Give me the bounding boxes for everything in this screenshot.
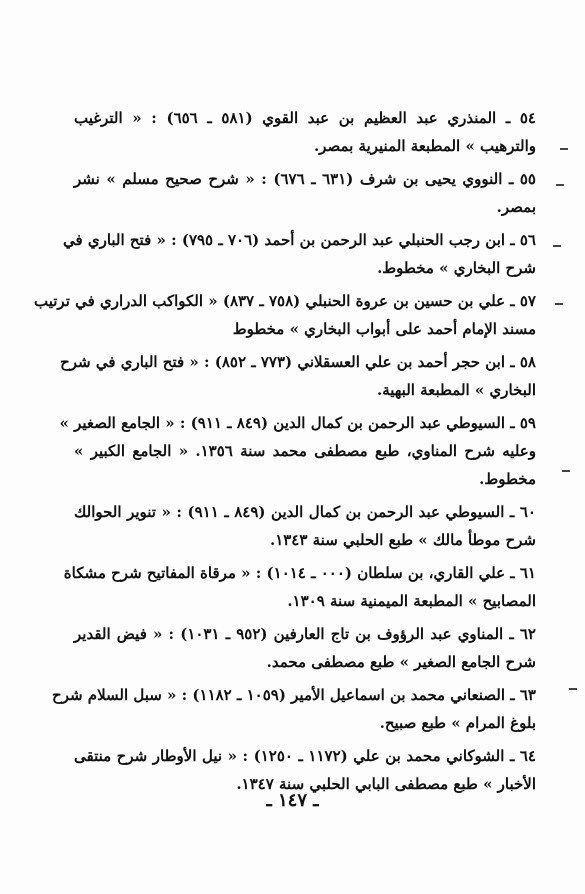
entry-line: ٥٤ ـ المنذري عبد العظيم بن عبد القوي (٥٨١ ـ ٦٥٦) : « الترغيب — [74, 109, 536, 127]
list-item — [59, 409, 536, 493]
entry-line: بلوغ المرام » طبع صبيح. — [379, 714, 536, 732]
list-item — [33, 287, 536, 343]
margin-mark — [556, 184, 564, 186]
margin-mark — [560, 148, 568, 150]
list-item — [74, 104, 536, 160]
margin-mark — [555, 303, 563, 305]
list-item — [74, 498, 536, 554]
entry-line: ٥٦ ـ ابن رجب الحنبلي عبد الرحمن بن أحمد (٧٠٦ ـ ٧٩٥) : « فتح الباري في — [62, 231, 536, 249]
list-item — [62, 226, 536, 282]
list-item — [60, 348, 536, 404]
entry-line: ٥٥ ـ النووي يحيى بن شرف (٦٣١ ـ ٦٧٦) : « شرح صحيح مسلم » نشر — [74, 170, 536, 188]
list-item — [74, 165, 536, 221]
entry-line: ٦٢ ـ المناوي عبد الرؤوف بن تاج العارفين (٩٥٢ ـ ١٠٣١) : « فيض القدير — [74, 625, 536, 643]
margin-mark — [553, 245, 561, 247]
entry-line: والترهيب » المطبعة المنيرية بمصر. — [313, 137, 536, 155]
entry-line: ٦٤ ـ الشوكاني محمد بن علي (١١٧٢ ـ ١٢٥٠) : « نيل الأوطار شرح منتقى — [74, 747, 536, 765]
entry-line: شرح موطأ مالك » طبع الحلبي سنة ١٣٤٣. — [269, 531, 536, 549]
entry-line: بمصر. — [496, 198, 536, 216]
entry-line: ٦٠ ـ السيوطي عبد الرحمن بن كمال الدين (٨٤٩ ـ ٩١١) : « تنوير الحوالك — [74, 503, 536, 521]
entry-line: ٦١ ـ علي القاري، بن سلطان (٠٠٠ ـ ١٠١٤) : « مرقاة المفاتيح شرح مشكاة — [63, 564, 536, 582]
entry-line: شرح الجامع الصغير » طبع مصطفى محمد. — [266, 653, 536, 671]
entry-line: ٥٧ ـ علي بن حسين بن عروة الحنبلي (٧٥٨ ـ ٨٣٧) « الكواكب الدراري في ترتيب — [33, 292, 536, 310]
entry-line: ٥٩ ـ السيوطي عبد الرحمن بن كمال الدين (٨٤٩ ـ ٩١١) : « الجامع الصغير » — [59, 414, 536, 432]
page-number: ـ ١٤٧ ـ — [266, 790, 319, 811]
entry-line: ٥٨ ـ ابن حجر أحمد بن علي العسقلاني (٧٧٣ ـ ٨٥٢) : « فتح الباري في شرح — [60, 353, 536, 371]
list-item — [52, 681, 536, 737]
margin-mark — [562, 470, 570, 472]
entry-line: شرح البخاري » مخطوط. — [377, 259, 536, 277]
entry-line: وعليه شرح المناوي، طبع مصطفى محمد سنة ١٣٥٦. « الجامع الكبير » — [74, 442, 536, 460]
list-item — [74, 620, 536, 676]
margin-mark — [569, 688, 577, 690]
entry-line: المصابيح » المطبعة الميمنية سنة ١٣٠٩. — [287, 592, 536, 610]
entry-line: ٦٣ ـ الصنعاني محمد بن اسماعيل الأمير (١٠٥٩ ـ ١١٨٢) : « سبل السلام شرح — [52, 686, 536, 704]
entry-line: الأخبار » طبع مصطفى البابي الحلبي سنة ١٣٤٧. — [236, 775, 536, 793]
bibliography-list — [33, 104, 536, 798]
entry-line: مخطوط. — [479, 470, 536, 488]
entry-line: مسند الإمام أحمد على أبواب البخاري » مخطوط — [232, 320, 536, 338]
entry-line: البخاري » المطبعة البهية. — [376, 381, 536, 399]
list-item — [63, 559, 536, 615]
